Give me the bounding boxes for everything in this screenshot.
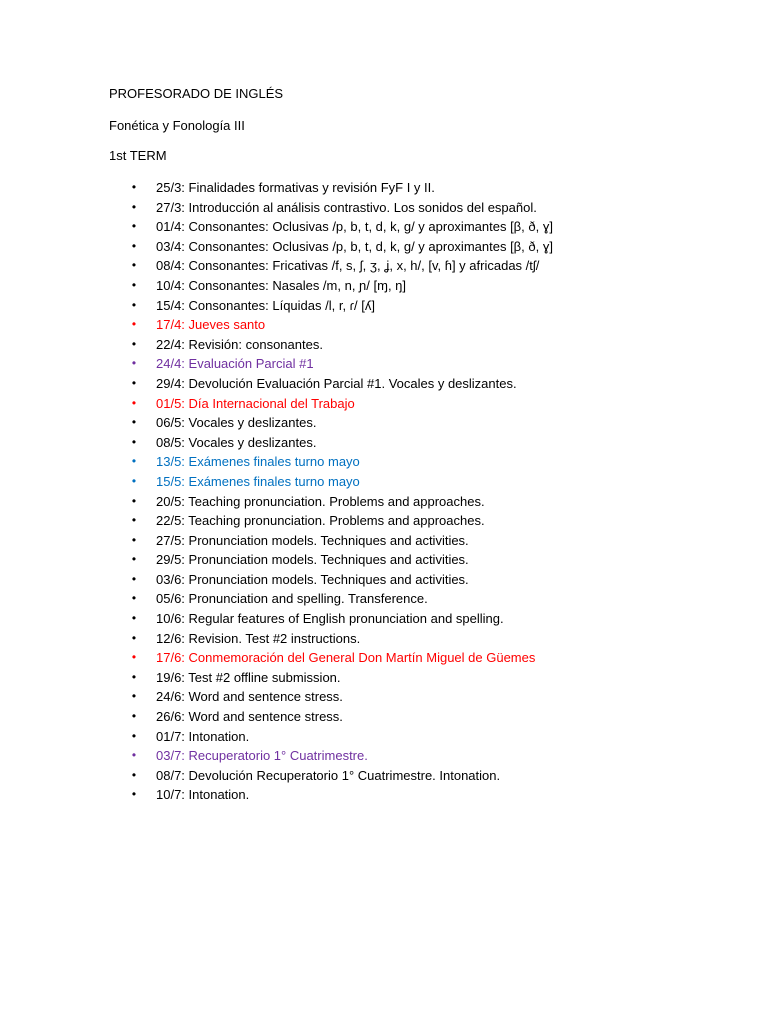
schedule-item-text: 01/7: Intonation. bbox=[156, 728, 250, 744]
bullet-icon: • bbox=[131, 434, 137, 449]
bullet-icon: • bbox=[131, 375, 137, 390]
schedule-item-text: 29/4: Devolución Evaluación Parcial #1. Vocales y deslizantes. bbox=[156, 375, 517, 391]
bullet-icon: • bbox=[131, 650, 137, 665]
schedule-item-text: 17/6: Conmemoración del General Don Martín Miguel de Güemes bbox=[156, 650, 536, 666]
schedule-item-text: 15/4: Consonantes: Líquidas /l, r, ɾ/ [ʎ] bbox=[156, 297, 375, 313]
bullet-icon: • bbox=[131, 630, 137, 645]
bullet-icon: • bbox=[131, 415, 137, 430]
schedule-item-text: 29/5: Pronunciation models. Techniques and activities. bbox=[156, 552, 469, 568]
bullet-icon: • bbox=[131, 395, 137, 410]
bullet-icon: • bbox=[131, 356, 137, 371]
bullet-icon: • bbox=[131, 709, 137, 724]
schedule-item-text: 27/3: Introducción al análisis contrastivo. Los sonidos del español. bbox=[156, 199, 537, 215]
institution-heading: PROFESORADO DE INGLÉS bbox=[109, 86, 284, 101]
bullet-icon: • bbox=[131, 336, 137, 351]
bullet-icon: • bbox=[131, 532, 137, 547]
schedule-item-text: 06/5: Vocales y deslizantes. bbox=[156, 415, 317, 431]
schedule-item-text: 25/3: Finalidades formativas y revisión FyF I y II. bbox=[156, 180, 435, 195]
schedule-item-text: 03/6: Pronunciation models. Techniques and activities. bbox=[156, 571, 469, 587]
bullet-icon: • bbox=[131, 219, 137, 234]
schedule-item-text: 22/4: Revisión: consonantes. bbox=[156, 336, 323, 352]
bullet-icon: • bbox=[131, 258, 137, 273]
schedule-item-text: 08/7: Devolución Recuperatorio 1° Cuatrimestre. Intonation. bbox=[156, 767, 501, 783]
schedule-item-text: 17/4: Jueves santo bbox=[156, 317, 266, 333]
bullet-icon: • bbox=[131, 787, 137, 802]
schedule-item-text: 01/4: Consonantes: Oclusivas /p, b, t, d, k, g/ y aproximantes [β, ð, ɣ] bbox=[156, 219, 553, 235]
bullet-icon: • bbox=[131, 591, 137, 606]
schedule-item-text: 15/5: Exámenes finales turno mayo bbox=[156, 473, 360, 489]
bullet-icon: • bbox=[131, 493, 137, 508]
schedule-item-text: 08/5: Vocales y deslizantes. bbox=[156, 434, 317, 450]
schedule-item-text: 03/4: Consonantes: Oclusivas /p, b, t, d, k, g/ y aproximantes [β, ð, ɣ] bbox=[156, 238, 553, 254]
schedule-item-text: 26/6: Word and sentence stress. bbox=[156, 709, 343, 725]
bullet-icon: • bbox=[131, 689, 137, 704]
bullet-icon: • bbox=[131, 669, 137, 684]
schedule-item-text: 20/5: Teaching pronunciation. Problems and approaches. bbox=[156, 493, 485, 509]
schedule-item-text: 10/4: Consonantes: Nasales /m, n, ɲ/ [ɱ, ŋ] bbox=[156, 277, 407, 293]
schedule-item-text: 27/5: Pronunciation models. Techniques and activities. bbox=[156, 532, 469, 548]
bullet-icon: • bbox=[131, 238, 137, 253]
schedule-item-text: 10/7: Intonation. bbox=[156, 787, 250, 803]
term-heading: 1st TERM bbox=[109, 148, 167, 163]
bullet-icon: • bbox=[131, 513, 137, 528]
bullet-icon: • bbox=[131, 473, 137, 488]
schedule-item-text: 24/4: Evaluación Parcial #1 bbox=[156, 356, 314, 372]
bullet-icon: • bbox=[131, 728, 137, 743]
bullet-icon: • bbox=[131, 199, 137, 214]
schedule-item-text: 01/5: Día Internacional del Trabajo bbox=[156, 395, 355, 411]
bullet-icon: • bbox=[131, 277, 137, 292]
schedule-item-text: 10/6: Regular features of English pronunciation and spelling. bbox=[156, 611, 504, 627]
schedule-item-text: 08/4: Consonantes: Fricativas /f, s, ʃ, ʒ, ʝ, x, h/, [v, ɦ] y africadas /tʃ/ bbox=[156, 258, 540, 274]
schedule-item-text: 24/6: Word and sentence stress. bbox=[156, 689, 343, 705]
bullet-icon: • bbox=[131, 297, 137, 312]
bullet-icon: • bbox=[131, 317, 137, 332]
schedule-item-text: 22/5: Teaching pronunciation. Problems and approaches. bbox=[156, 513, 485, 529]
bullet-icon: • bbox=[131, 552, 137, 567]
schedule-item-text: 13/5: Exámenes finales turno mayo bbox=[156, 454, 360, 470]
subject-heading: Fonética y Fonología III bbox=[109, 118, 245, 133]
bullet-icon: • bbox=[131, 767, 137, 782]
schedule-item-text: 12/6: Revision. Test #2 instructions. bbox=[156, 630, 361, 646]
schedule-item-text: 05/6: Pronunciation and spelling. Transference. bbox=[156, 591, 428, 607]
schedule-item-text: 19/6: Test #2 offline submission. bbox=[156, 669, 341, 685]
bullet-icon: • bbox=[131, 454, 137, 469]
bullet-icon: • bbox=[131, 611, 137, 626]
bullet-icon: • bbox=[131, 180, 137, 194]
schedule-item-text: 03/7: Recuperatorio 1° Cuatrimestre. bbox=[156, 748, 368, 764]
bullet-icon: • bbox=[131, 571, 137, 586]
bullet-icon: • bbox=[131, 748, 137, 763]
